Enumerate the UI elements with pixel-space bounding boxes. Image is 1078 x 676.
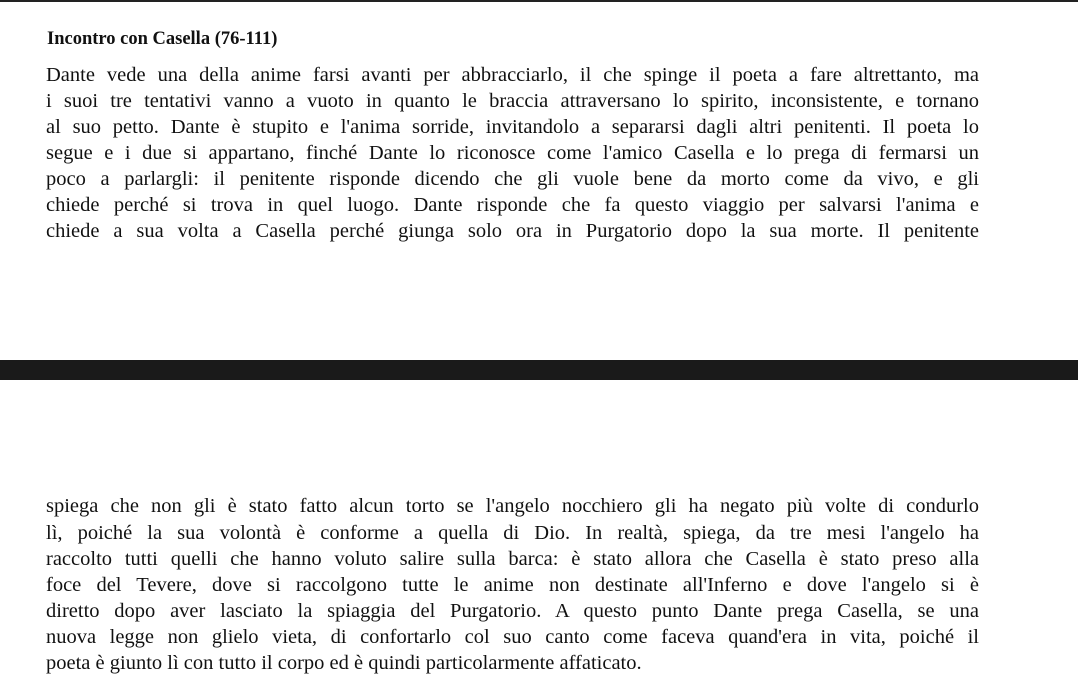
paragraph-line: foce del Tevere, dove si raccolgono tutte le anime non destinate all'Inferno e dove l'angelo si è	[46, 574, 979, 596]
section-heading: Incontro con Casella (76-111)	[47, 29, 278, 49]
paragraph-line: spiega che non gli è stato fatto alcun torto se l'angelo nocchiero gli ha negato più volte di condurlo	[46, 495, 979, 517]
paragraph-line: raccolto tutti quelli che hanno voluto salire sulla barca: è stato allora che Casella è stato preso alla	[46, 548, 979, 570]
paragraph-line: segue e i due si appartano, finché Dante lo riconosce come l'amico Casella e lo prega di fermarsi un	[46, 142, 979, 164]
paragraph-line: chiede perché si trova in quel luogo. Dante risponde che fa questo viaggio per salvarsi l'anima e	[46, 194, 979, 216]
paragraph-line: diretto dopo aver lasciato la spiaggia del Purgatorio. A questo punto Dante prega Casella, se una	[46, 600, 979, 622]
paragraph-last-line: poeta è giunto lì con tutto il corpo ed è quindi particolarmente affaticato.	[46, 652, 642, 674]
paragraph-line: i suoi tre tentativi vanno a vuoto in quanto le braccia attraversano lo spirito, inconsistente, e tornano	[46, 90, 979, 112]
paragraph-line: chiede a sua volta a Casella perché giunga solo ora in Purgatorio dopo la sua morte. Il penitente	[46, 220, 979, 242]
paragraph-line: Dante vede una della anime farsi avanti per abbracciarlo, il che spinge il poeta a fare altrettanto, ma	[46, 64, 979, 86]
paragraph-line: lì, poiché la sua volontà è conforme a quella di Dio. In realtà, spiega, da tre mesi l'angelo ha	[46, 522, 979, 544]
paragraph-line: poco a parlargli: il penitente risponde dicendo che gli vuole bene da morto come da vivo, e gli	[46, 168, 979, 190]
paragraph-line: nuova legge non glielo vieta, di confortarlo col suo canto come faceva quand'era in vita, poiché il	[46, 626, 979, 648]
document-page-top[interactable]	[0, 2, 1078, 360]
page-break-divider	[0, 360, 1078, 380]
paragraph-line: al suo petto. Dante è stupito e l'anima sorride, invitandolo a separarsi dagli altri penitenti. Il poeta lo	[46, 116, 979, 138]
document-page-bottom[interactable]	[0, 380, 1078, 676]
